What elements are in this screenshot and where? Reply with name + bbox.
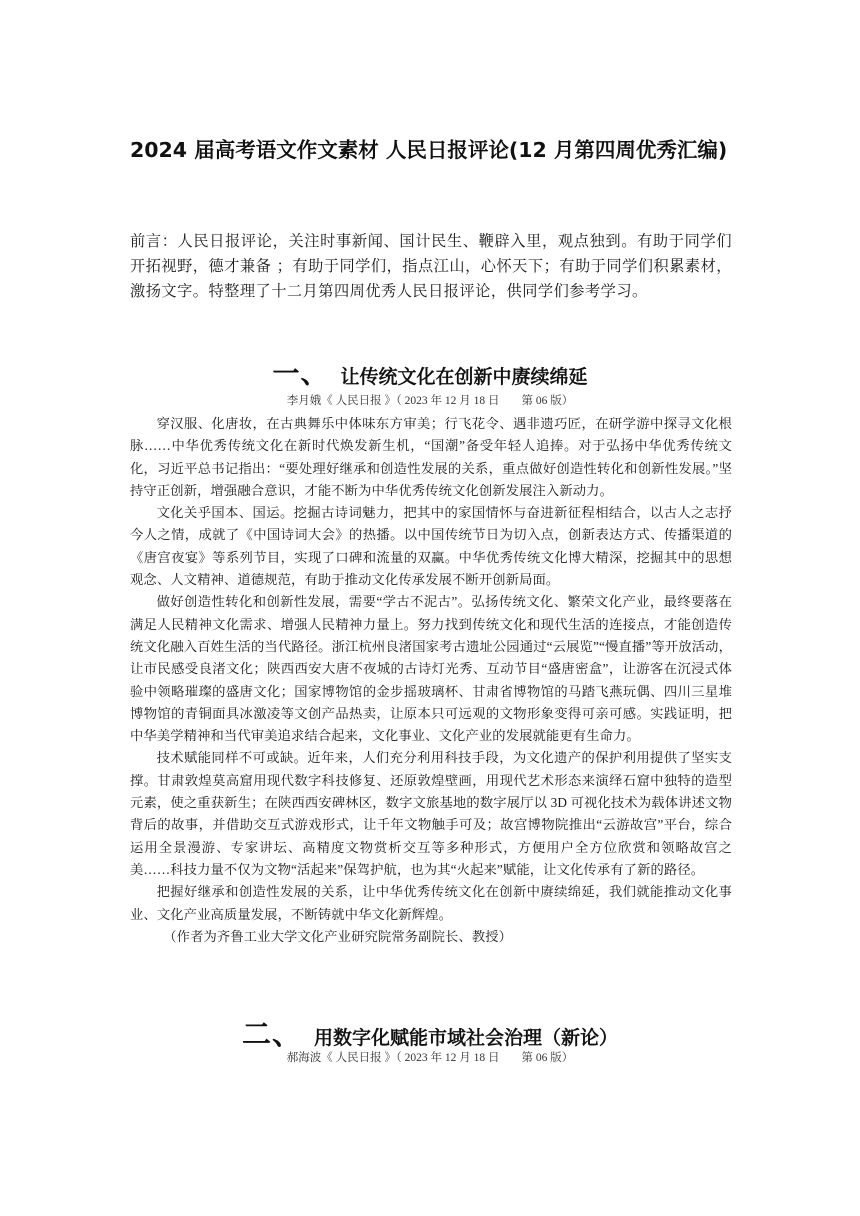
section-1-byline-page: 第 06 版）	[521, 395, 574, 407]
section-2-title: 用数字化赋能市域社会治理（新论）	[314, 1027, 619, 1049]
section-2-byline-page: 第 06 版）	[521, 1052, 574, 1064]
section-1-author-note: （作者为齐鲁工业大学文化产业研究院常务副院长、教授）	[163, 928, 513, 944]
section-1-heading	[0, 352, 860, 391]
section-1-title: 让传统文化在创新中赓续绵延	[340, 366, 588, 388]
section-1-byline-source: 李月娥《 人民日报 》（ 2023 年 12 月 18 日	[286, 395, 500, 407]
section-2-byline-source: 郝海波《 人民日报 》（ 2023 年 12 月 18 日	[286, 1052, 500, 1064]
section-1-paragraph: 做好创造性转化和创新性发展，需要“学古不泥古”。弘扬传统文化、繁荣文化产业，最终要落在满足人民精神文化需求、增强人民精神力量上。努力找到传统文化和现代生活的连接点，才能创造传统文化融入百姓生活的当代路径。浙江杭州良渚国家考古遗址公园通过“云展览”“慢直播”等开放活动，让市民感受良渚文化；陕西西安大唐不夜城的古诗灯光秀、互动节目“盛唐密盒”，让游客在沉浸式体验中领略璀璨的盛唐文化；国家博物馆的金步摇玻璃杯、甘肃省博物馆的马踏飞燕玩偶、四川三星堆博物馆的青铜面具冰激凌等文创产品热卖，让原本只可远观的文物形象变得可亲可感。实践证明，把中华美学精神和当代审美追求结合起来，文化事业、文化产业的发展就能更有生命力。	[130, 594, 732, 744]
section-2-heading	[0, 1012, 860, 1053]
section-2-number: 二、	[241, 1017, 302, 1051]
section-1-paragraph: 穿汉服、化唐妆，在古典舞乐中体味东方审美；行飞花令、遇非遗巧匠，在研学游中探寻文化根脉……中华优秀传统文化在新时代焕发新生机，“国潮”备受年轻人追捧。对于弘扬中华优秀传统文化，习近平总书记指出：“要处理好继承和创造性发展的关系，重点做好创造性转化和创新性发展。”坚持守正创新，增强融合意识，才能不断为中华优秀传统文化创新发展注入新动力。	[130, 416, 732, 498]
section-1-article	[130, 413, 732, 948]
section-1-paragraph: 文化关乎国本、国运。挖掘古诗词魅力，把其中的家国情怀与奋进新征程相结合，以古人之志抒今人之情，成就了《中国诗词大会》的热播。以中国传统节日为切入点，创新表达方式、传播渠道的《唐宫夜宴》等系列节目，实现了口碑和流量的双赢。中华优秀传统文化博大精深，挖掘其中的思想观念、人文精神、道德规范，有助于推动文化传承发展不断开创新局面。	[130, 505, 732, 588]
section-2-byline	[0, 1049, 860, 1065]
document-title: 2024 届高考语文作文素材 人民日报评论(12 月第四周优秀汇编)	[130, 138, 728, 162]
section-1-byline	[0, 392, 860, 408]
section-1-paragraph: 把握好继承和创造性发展的关系，让中华优秀传统文化在创新中赓续绵延，我们就能推动文化事业、文化产业高质量发展，不断铸就中华文化新辉煌。	[130, 884, 732, 922]
section-1-number: 一、	[272, 359, 329, 390]
preface-paragraph: 前言：人民日报评论，关注时事新闻、国计民生、鞭辟入里，观点独到。有助于同学们开拓视野，德才兼备 ；有助于同学们，指点江山，心怀天下；有助于同学们积累素材，激扬文字。特整理了十二月第四周优秀人民日报评论，供同学们参考学习。	[130, 232, 732, 300]
section-1-paragraph: 技术赋能同样不可或缺。近年来，人们充分利用科技手段，为文化遗产的保护利用提供了坚实支撑。甘肃敦煌莫高窟用现代数字科技修复、还原敦煌壁画，用现代艺术形态来演绎石窟中独特的造型元素，使之重获新生；在陕西西安碑林区，数字文旅基地的数字展厅以 3D 可视化技术为载体讲述文物背后的故事，并借助交互式游戏形式，让千年文物触手可及；故宫博物院推出“云游故宫”平台，综合运用全景漫游、专家讲坛、高精度文物赏析交互等多种形式，方便用户全方位欣赏和领略故宫之美……科技力量不仅为文物“活起来”保驾护航，也为其“火起来”赋能，让文化传承有了新的路径。	[130, 750, 732, 877]
